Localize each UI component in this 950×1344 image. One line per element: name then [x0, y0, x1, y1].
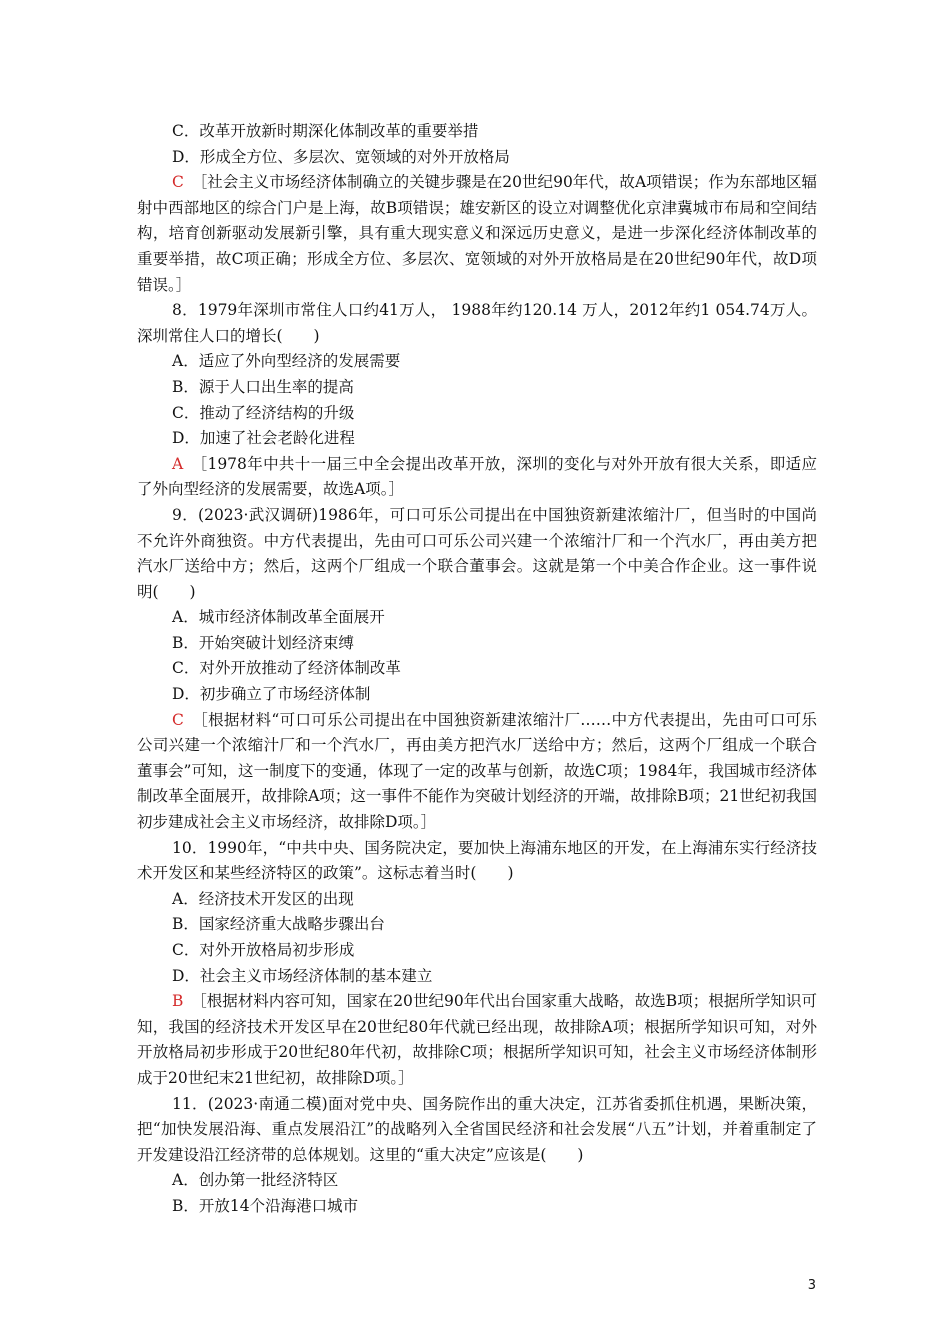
q9-option-b: B．开始突破计划经济束缚	[172, 633, 354, 652]
q7-answer	[137, 170, 817, 298]
q7-answer-letter: C	[172, 173, 184, 192]
q10-stem: 10．1990年，“中共中央、国务院决定，要加快上海浦东地区的开发，在上海浦东实行经济技术开发区和某些经济特区的政策”。这标志着当时( )	[137, 838, 817, 883]
q11-stem: 11．(2023·南通二模)面对党中央、国务院作出的重大决定，江苏省委抓住机遇，果断决策，把“加快发展沿海、重点发展沿江”的战略列入全省国民经济和社会发展“八五”计划，并着重制定了开发建设沿江经济带的总体规划。这里的“重大决定”应该是( )	[137, 1094, 817, 1164]
q8-option-b: B．源于人口出生率的提高	[172, 377, 354, 396]
page-content	[137, 119, 817, 1220]
q9-answer-letter: C	[172, 710, 184, 729]
q10-option-b: B．国家经济重大战略步骤出台	[172, 915, 385, 934]
q8-option-a: A．适应了外向型经济的发展需要	[172, 352, 401, 371]
q10-option-d: D．社会主义市场经济体制的基本建立	[172, 966, 433, 985]
question-10	[137, 836, 817, 1092]
q9-stem: 9．(2023·武汉调研)1986年，可口可乐公司提出在中国独资新建浓缩汁厂，但当时的中国尚不允许外商独资。中方代表提出，先由可口可乐公司兴建一个浓缩汁厂和一个汽水厂，再由美方把汽水厂送给中方；然后，这两个厂组成一个联合董事会。这就是第一个中美合作企业。这一事件说明( )	[137, 505, 817, 601]
q10-option-a: A．经济技术开发区的出现	[172, 889, 354, 908]
q9-option-d: D．初步确立了市场经济体制	[172, 685, 371, 704]
q9-explanation: ［根据材料“可口可乐公司提出在中国独资新建浓缩汁厂……中方代表提出，先由可口可乐公司兴建一个浓缩汁厂和一个汽水厂，再由美方把汽水厂送给中方；然后，这两个厂组成一个联合董事会”可知，这一制度下的变通，体现了一定的改革与创新，故选C项；1984年，我国城市经济体制改革全面展开，故排除A项；这一事件不能作为突破计划经济的开端，故排除B项；21世纪初我国初步建成社会主义市场经济，故排除D项。］	[137, 710, 817, 832]
q7-option-d: D．形成全方位、多层次、宽领域的对外开放格局	[172, 147, 510, 166]
question-11	[137, 1092, 817, 1220]
q7-explanation: ［社会主义市场经济体制确立的关键步骤是在20世纪90年代，故A项错误；作为东部地区辐射中西部地区的综合门户是上海，故B项错误；雄安新区的设立对调整优化京津冀城市布局和空间结构，培育创新驱动发展新引擎，具有重大现实意义和深远历史意义，是进一步深化经济体制改革的重要举措，故C项正确；形成全方位、多层次、宽领域的对外开放格局是在20世纪90年代，故D项错误。］	[137, 173, 817, 294]
q10-answer	[137, 989, 817, 1091]
q7-option-c: C．改革开放新时期深化体制改革的重要举措	[172, 122, 479, 140]
q8-explanation: ［1978年中共十一届三中全会提出改革开放，深圳的变化与对外开放有很大关系，即适应了外向型经济的发展需要，故选A项。］	[137, 454, 817, 499]
q8-answer	[137, 452, 817, 503]
q10-answer-letter: B	[172, 992, 184, 1011]
q8-option-c: C．推动了经济结构的升级	[172, 403, 355, 422]
q8-option-d: D．加速了社会老龄化进程	[172, 429, 355, 448]
q10-option-c: C．对外开放格局初步形成	[172, 941, 355, 959]
q10-explanation: ［根据材料内容可知，国家在20世纪90年代出台国家重大战略，故选B项；根据所学知识可知，我国的经济技术开发区早在20世纪80年代就已经出现，故排除A项；根据所学知识可知，对外开放格局初步形成于20世纪80年代初，故排除C项；根据所学知识可知，社会主义市场经济体制形成于20世纪末21世纪初，故排除D项。］	[137, 992, 817, 1087]
q11-option-a: A．创办第一批经济特区	[172, 1171, 339, 1190]
question-9	[137, 503, 817, 836]
q9-answer	[137, 708, 817, 836]
q9-option-c: C．对外开放推动了经济体制改革	[172, 659, 401, 678]
q11-option-b: B．开放14个沿海港口城市	[172, 1196, 359, 1215]
question-7-tail	[137, 119, 817, 298]
q8-stem: 8．1979年深圳市常住人口约41万人， 1988年约120.14 万人，2012年约1 054.74万人。深圳常住人口的增长( )	[137, 301, 817, 345]
q9-option-a: A．城市经济体制改革全面展开	[172, 608, 385, 627]
q8-answer-letter: A	[172, 454, 184, 473]
question-8	[137, 298, 817, 503]
page-number: 3	[807, 1278, 816, 1293]
